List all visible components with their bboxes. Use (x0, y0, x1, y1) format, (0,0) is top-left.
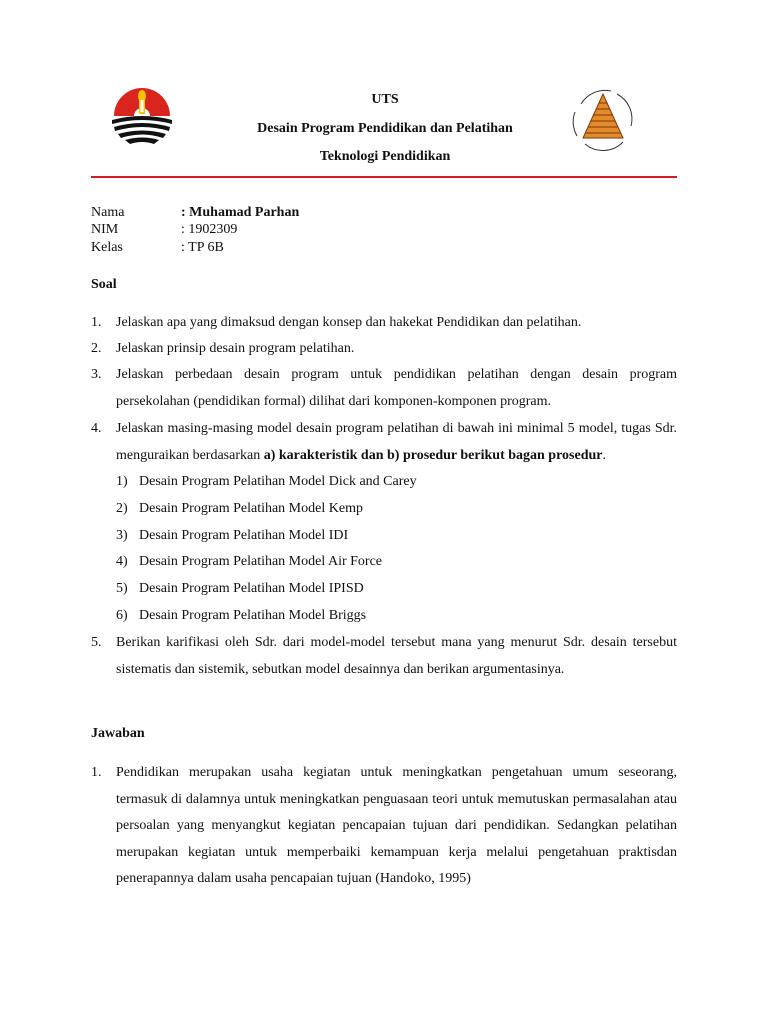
header-divider (91, 176, 677, 178)
name-value: : Muhamad Parhan (181, 205, 300, 220)
department-title: Teknologi Pendidikan (319, 149, 451, 164)
model-item-3-number: 3) (116, 528, 128, 543)
question-2 (91, 336, 677, 363)
model-item-2 (116, 501, 363, 517)
question-5-text: Berikan karifikasi oleh Sdr. dari model-model tersebut mana yang menurut Sdr. desain tersebut sistematis dan sistemik, sebutkan model desainnya dan berikan argumentasinya. (116, 635, 677, 677)
class-value: : TP 6B (181, 240, 224, 255)
answer-1-number: 1. (91, 765, 102, 780)
model-item-5-label: Desain Program Pelatihan Model IPISD (139, 581, 364, 596)
model-item-2-number: 2) (116, 501, 128, 516)
model-item-6 (116, 608, 366, 624)
jawaban-heading: Jawaban (91, 726, 145, 741)
question-2-number: 2. (91, 341, 102, 356)
question-5-number: 5. (91, 635, 102, 650)
class-label: Kelas (91, 240, 123, 255)
question-4-text-end: . (602, 447, 607, 463)
question-1-text: Jelaskan apa yang dimaksud dengan konsep dan hakekat Pendidikan dan pelatihan. (116, 315, 582, 330)
model-item-4-label: Desain Program Pelatihan Model Air Force (139, 554, 383, 569)
model-item-6-number: 6) (116, 608, 128, 623)
question-3 (91, 362, 677, 415)
answer-1-text: Pendidikan merupakan usaha kegiatan untuk meningkatkan pengetahuan umum seseorang, termasuk di dalamnya untuk meningkatkan penguasaan teori untuk memutuskan permasalahan atau persoalan yang menyangkut kegiatan pencapaian tujuan dari pendidikan. Sedangkan pelatihan merupakan kegiatan untuk memperbaiki kemampuan kerja melalui pengetahuan praktisdan penerapannya dalam usaha pencapaian tujuan (Handoko, 1995) (116, 765, 677, 887)
model-item-4 (116, 554, 382, 570)
question-3-number: 3. (91, 367, 102, 382)
model-item-1-label: Desain Program Pelatihan Model Dick and Carey (139, 474, 417, 489)
question-1-number: 1. (91, 315, 102, 330)
model-item-6-label: Desain Program Pelatihan Model Briggs (139, 608, 367, 623)
question-1 (91, 310, 677, 337)
course-title: Desain Program Pendidikan dan Pelatihan (257, 121, 513, 136)
name-label: Nama (91, 205, 125, 220)
question-3-text: Jelaskan perbedaan desain program untuk pendidikan pelatihan dengan desain program persekolahan (pendidikan formal) dilihat dari komponen-komponen program. (116, 367, 677, 409)
upi-logo-icon (106, 82, 178, 148)
question-4 (91, 416, 677, 469)
nim-label: NIM (91, 222, 119, 237)
tp-triangle-logo-icon (571, 86, 635, 152)
question-4-number: 4. (91, 421, 102, 436)
model-item-1-number: 1) (116, 474, 128, 489)
question-4-text-part1: Jelaskan masing-masing model desain program pelatihan di bawah ini minimal 5 model, tugas Sdr. menguraikan berdasarkan (116, 421, 677, 463)
document-title: UTS (371, 92, 399, 107)
model-item-2-label: Desain Program Pelatihan Model Kemp (139, 501, 363, 516)
question-4-bold-text: a) karakteristik dan b) prosedur berikut bagan prosedur (263, 447, 603, 463)
model-item-1 (116, 474, 417, 490)
model-item-4-number: 4) (116, 554, 128, 569)
model-item-5-number: 5) (116, 581, 128, 596)
answer-1 (91, 760, 677, 893)
question-4-text (116, 416, 677, 469)
model-item-5 (116, 581, 364, 597)
model-item-3-label: Desain Program Pelatihan Model IDI (139, 528, 349, 543)
question-2-text: Jelaskan prinsip desain program pelatihan. (116, 341, 355, 356)
soal-heading: Soal (91, 277, 117, 292)
question-5 (91, 630, 677, 683)
nim-value: : 1902309 (181, 222, 238, 237)
model-item-3 (116, 528, 348, 544)
